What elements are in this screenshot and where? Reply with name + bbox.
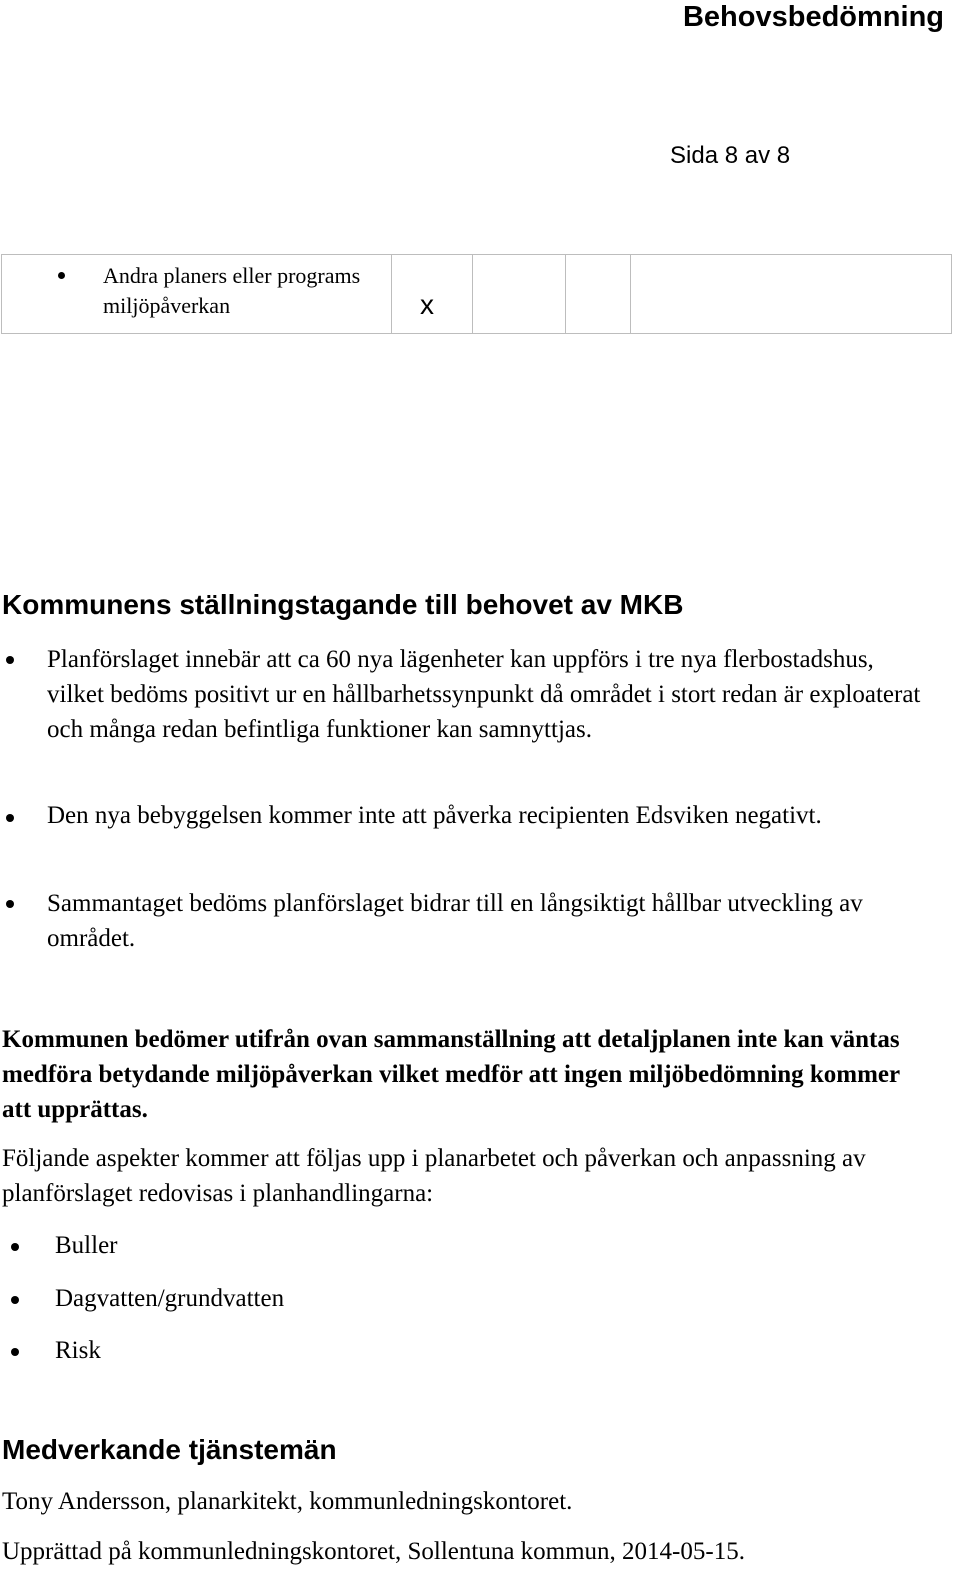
table-mark: x bbox=[420, 289, 434, 320]
conclusion-text: Kommunen bedömer utifrån ovan sammanställning att detaljplanen inte kan väntas medföra betydande miljöpåverkan vilket medför att ingen miljöbedömning kommer att upprättas. bbox=[2, 1026, 900, 1123]
table-cell bbox=[473, 255, 566, 334]
table-cell bbox=[566, 255, 631, 334]
bullet-icon bbox=[6, 900, 14, 908]
page-number: Sida 8 av 8 bbox=[670, 142, 791, 169]
table-cell bbox=[631, 255, 952, 334]
followup-item: Buller bbox=[55, 1232, 118, 1259]
followup-item: Risk bbox=[55, 1337, 101, 1364]
list-item: Planförslaget innebär att ca 60 nya lägenheter kan uppförs i tre nya flerbostadshus, vilket bedöms positivt ur en hållbarhetssynpunkt då området i stort redan är exploaterat och många redan befintliga funktioner kan samnyttjas. bbox=[47, 646, 921, 743]
prepared-note: Upprättad på kommunledningskontoret, Sollentuna kommun, 2014-05-15. bbox=[2, 1538, 745, 1565]
bullet-icon bbox=[6, 814, 14, 822]
list-item: Den nya bebyggelsen kommer inte att påverka recipienten Edsviken negativt. bbox=[47, 802, 822, 829]
followup-intro: Följande aspekter kommer att följas upp i planarbetet och påverkan och anpassning av planförslaget redovisas i planhandlingarna: bbox=[2, 1145, 866, 1207]
list-item: Sammantaget bedöms planförslaget bidrar till en långsiktigt hållbar utveckling av området. bbox=[47, 890, 863, 952]
document-title: Behovsbedömning bbox=[682, 1, 944, 33]
followup-item: Dagvatten/grundvatten bbox=[55, 1285, 285, 1312]
bullet-icon bbox=[11, 1296, 19, 1304]
section-heading-staff: Medverkande tjänstemän bbox=[2, 1434, 337, 1465]
table-row-label: Andra planers eller programs miljöpåverkan bbox=[103, 263, 361, 318]
bullet-icon bbox=[11, 1243, 19, 1251]
bullet-icon bbox=[11, 1348, 19, 1356]
bullet-icon bbox=[6, 656, 14, 664]
bullet-icon bbox=[58, 272, 65, 279]
staff-member: Tony Andersson, planarkitekt, kommunledningskontoret. bbox=[2, 1488, 573, 1515]
section-heading-mkb: Kommunens ställningstagande till behovet av MKB bbox=[2, 589, 684, 620]
